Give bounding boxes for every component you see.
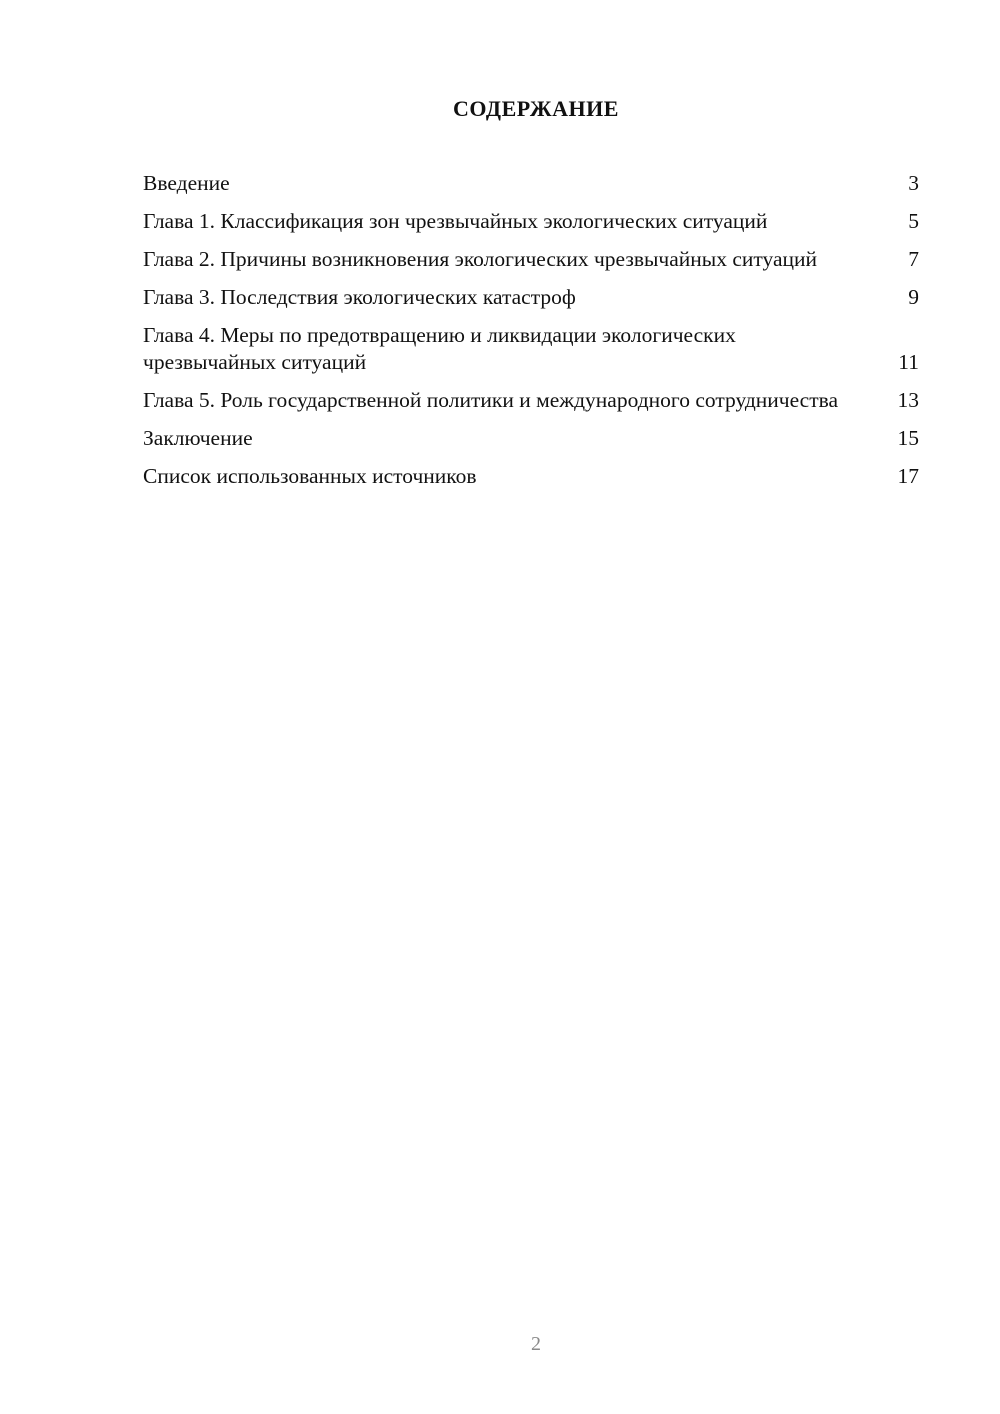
toc-entry-text: Глава 4. Меры по предотвращению и ликвидации экологических чрезвычайных ситуаций (143, 323, 736, 374)
page-title: СОДЕРЖАНИЕ (453, 96, 619, 121)
toc-entry-text: Глава 1. Классификация зон чрезвычайных экологических ситуаций (143, 209, 768, 233)
toc-entry-chapter-1 (143, 208, 919, 235)
toc-entry-chapter-5 (143, 387, 919, 414)
toc-entry-page: 9 (908, 285, 919, 309)
toc-entry-page: 3 (908, 171, 919, 195)
toc-entry-text: Глава 3. Последствия экологических катастроф (143, 285, 576, 309)
toc-entry-text: Заключение (143, 426, 253, 450)
toc-entry-page: 13 (897, 388, 919, 412)
table-of-contents (143, 170, 919, 501)
toc-entry-page: 5 (908, 209, 919, 233)
toc-entry-chapter-3 (143, 284, 919, 311)
toc-entry-page: 11 (898, 350, 919, 374)
toc-entry-references (143, 463, 919, 490)
toc-entry-text: Глава 5. Роль государственной политики и международного сотрудничества (143, 388, 839, 412)
toc-entry-page: 17 (897, 464, 919, 488)
toc-entry-introduction (143, 170, 919, 197)
toc-entry-text: Список использованных источников (143, 464, 477, 488)
toc-entry-conclusion (143, 425, 919, 452)
toc-entry-page: 15 (897, 426, 919, 450)
toc-entry-text: Глава 2. Причины возникновения экологических чрезвычайных ситуаций (143, 247, 818, 271)
toc-entry-chapter-4 (143, 322, 919, 376)
page-number: 2 (531, 1333, 541, 1355)
toc-entry-chapter-2 (143, 246, 919, 273)
toc-entry-text: Введение (143, 171, 230, 195)
toc-entry-page: 7 (908, 247, 919, 271)
